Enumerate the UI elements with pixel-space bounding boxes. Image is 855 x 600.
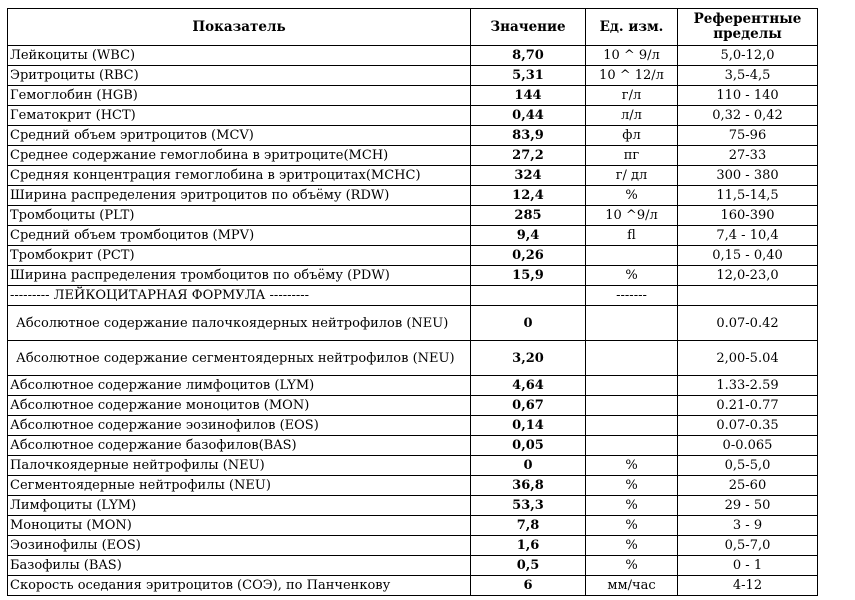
table-row (8, 396, 818, 416)
cell-unit (586, 306, 678, 341)
cell-name: Абсолютное содержание палочкоядерных нейтрофилов (NEU) (8, 306, 471, 341)
cell-reference (678, 286, 818, 306)
cell-unit: ------- (586, 286, 678, 306)
lab-results-table (7, 8, 818, 596)
cell-name: Абсолютное содержание моноцитов (MON) (8, 396, 471, 416)
cell-reference: 0.21-0.77 (678, 396, 818, 416)
cell-value: 12,4 (471, 186, 586, 206)
header-row (8, 9, 818, 46)
cell-reference: 300 - 380 (678, 166, 818, 186)
cell-unit: % (586, 556, 678, 576)
cell-name: Эритроциты (RBC) (8, 66, 471, 86)
cell-name: Лейкоциты (WBC) (8, 46, 471, 66)
cell-unit: г/ дл (586, 166, 678, 186)
cell-reference: 27-33 (678, 146, 818, 166)
cell-unit: пг (586, 146, 678, 166)
cell-unit: 10 ^ 9/л (586, 46, 678, 66)
table-row (8, 341, 818, 376)
table-row (8, 226, 818, 246)
cell-value: 0,44 (471, 106, 586, 126)
cell-value: 144 (471, 86, 586, 106)
cell-unit: % (586, 476, 678, 496)
cell-name: Лимфоциты (LYM) (8, 496, 471, 516)
cell-name: Тромбоциты (PLT) (8, 206, 471, 226)
cell-value: 324 (471, 166, 586, 186)
cell-name: Гемоглобин (HGB) (8, 86, 471, 106)
cell-unit: % (586, 516, 678, 536)
cell-value: 0,5 (471, 556, 586, 576)
table-row (8, 536, 818, 556)
cell-name: Гематокрит (HCT) (8, 106, 471, 126)
cell-name: Средняя концентрация гемоглобина в эритроцитах(MCHC) (8, 166, 471, 186)
header-reference (678, 9, 818, 46)
cell-unit: 10 ^ 12/л (586, 66, 678, 86)
table-row (8, 246, 818, 266)
cell-reference: 0 - 1 (678, 556, 818, 576)
cell-reference: 7,4 - 10,4 (678, 226, 818, 246)
cell-value: 285 (471, 206, 586, 226)
table-row (8, 286, 818, 306)
table-row (8, 306, 818, 341)
cell-reference: 110 - 140 (678, 86, 818, 106)
cell-unit: л/л (586, 106, 678, 126)
cell-reference: 0,32 - 0,42 (678, 106, 818, 126)
cell-value: 0,26 (471, 246, 586, 266)
header-unit: Ед. изм. (586, 9, 678, 46)
cell-reference: 0.07-0.35 (678, 416, 818, 436)
cell-unit (586, 376, 678, 396)
cell-name: Базофилы (BAS) (8, 556, 471, 576)
cell-name: Абсолютное содержание лимфоцитов (LYM) (8, 376, 471, 396)
cell-value: 6 (471, 576, 586, 596)
cell-name: Скорость оседания эритроцитов (СОЭ), по Панченкову (8, 576, 471, 596)
table-row (8, 206, 818, 226)
cell-name: --------- ЛЕЙКОЦИТАРНАЯ ФОРМУЛА --------- (8, 286, 471, 306)
cell-reference: 75-96 (678, 126, 818, 146)
header-value: Значение (471, 9, 586, 46)
table-row (8, 456, 818, 476)
cell-name: Сегментоядерные нейтрофилы (NEU) (8, 476, 471, 496)
cell-value: 27,2 (471, 146, 586, 166)
cell-reference: 0.07-0.42 (678, 306, 818, 341)
cell-unit (586, 246, 678, 266)
cell-value (471, 286, 586, 306)
table-row (8, 186, 818, 206)
cell-value: 0 (471, 306, 586, 341)
cell-reference: 160-390 (678, 206, 818, 226)
cell-reference: 0-0.065 (678, 436, 818, 456)
table-row (8, 106, 818, 126)
cell-value: 0,14 (471, 416, 586, 436)
cell-reference: 29 - 50 (678, 496, 818, 516)
table-row (8, 376, 818, 396)
cell-name: Средний объем тромбоцитов (MPV) (8, 226, 471, 246)
cell-value: 4,64 (471, 376, 586, 396)
cell-value: 9,4 (471, 226, 586, 246)
cell-unit: фл (586, 126, 678, 146)
cell-reference: 4-12 (678, 576, 818, 596)
cell-reference: 1.33-2.59 (678, 376, 818, 396)
cell-name: Ширина распределения эритроцитов по объёму (RDW) (8, 186, 471, 206)
cell-reference: 11,5-14,5 (678, 186, 818, 206)
cell-value: 0 (471, 456, 586, 476)
cell-value: 3,20 (471, 341, 586, 376)
table-row (8, 146, 818, 166)
table-row (8, 266, 818, 286)
table-row (8, 46, 818, 66)
cell-unit: % (586, 266, 678, 286)
cell-reference: 12,0-23,0 (678, 266, 818, 286)
cell-unit: fl (586, 226, 678, 246)
table-row (8, 66, 818, 86)
cell-value: 36,8 (471, 476, 586, 496)
table-row (8, 496, 818, 516)
cell-name: Абсолютное содержание базофилов(BAS) (8, 436, 471, 456)
cell-name: Абсолютное содержание эозинофилов (EOS) (8, 416, 471, 436)
cell-unit (586, 436, 678, 456)
cell-name: Тромбокрит (PCT) (8, 246, 471, 266)
table-row (8, 436, 818, 456)
cell-unit: 10 ^9/л (586, 206, 678, 226)
cell-name: Абсолютное содержание сегментоядерных нейтрофилов (NEU) (8, 341, 471, 376)
cell-value: 7,8 (471, 516, 586, 536)
header-name: Показатель (8, 9, 471, 46)
table-row (8, 576, 818, 596)
cell-name: Среднее содержание гемоглобина в эритроците(MCH) (8, 146, 471, 166)
cell-reference: 0,5-5,0 (678, 456, 818, 476)
cell-value: 1,6 (471, 536, 586, 556)
table-row (8, 86, 818, 106)
table-row (8, 126, 818, 146)
table-row (8, 516, 818, 536)
header-ref-line2: пределы (713, 26, 782, 42)
cell-value: 15,9 (471, 266, 586, 286)
cell-value: 0,05 (471, 436, 586, 456)
cell-unit: % (586, 456, 678, 476)
cell-value: 53,3 (471, 496, 586, 516)
cell-value: 8,70 (471, 46, 586, 66)
cell-reference: 2,00-5.04 (678, 341, 818, 376)
table-row (8, 476, 818, 496)
cell-unit: % (586, 186, 678, 206)
header-ref-line1: Референтные (693, 11, 802, 27)
cell-unit: % (586, 536, 678, 556)
cell-name: Эозинофилы (EOS) (8, 536, 471, 556)
cell-unit: г/л (586, 86, 678, 106)
table-row (8, 166, 818, 186)
cell-unit: мм/час (586, 576, 678, 596)
cell-reference: 25-60 (678, 476, 818, 496)
cell-reference: 0,5-7,0 (678, 536, 818, 556)
cell-unit (586, 396, 678, 416)
cell-value: 5,31 (471, 66, 586, 86)
cell-reference: 0,15 - 0,40 (678, 246, 818, 266)
cell-name: Палочкоядерные нейтрофилы (NEU) (8, 456, 471, 476)
cell-unit (586, 416, 678, 436)
cell-value: 83,9 (471, 126, 586, 146)
results-body (8, 46, 818, 596)
cell-value: 0,67 (471, 396, 586, 416)
cell-reference: 3 - 9 (678, 516, 818, 536)
cell-name: Средний объем эритроцитов (MCV) (8, 126, 471, 146)
table-row (8, 556, 818, 576)
cell-unit: % (586, 496, 678, 516)
cell-name: Ширина распределения тромбоцитов по объёму (PDW) (8, 266, 471, 286)
table-row (8, 416, 818, 436)
cell-reference: 5,0-12,0 (678, 46, 818, 66)
cell-name: Моноциты (MON) (8, 516, 471, 536)
cell-reference: 3,5-4,5 (678, 66, 818, 86)
cell-unit (586, 341, 678, 376)
